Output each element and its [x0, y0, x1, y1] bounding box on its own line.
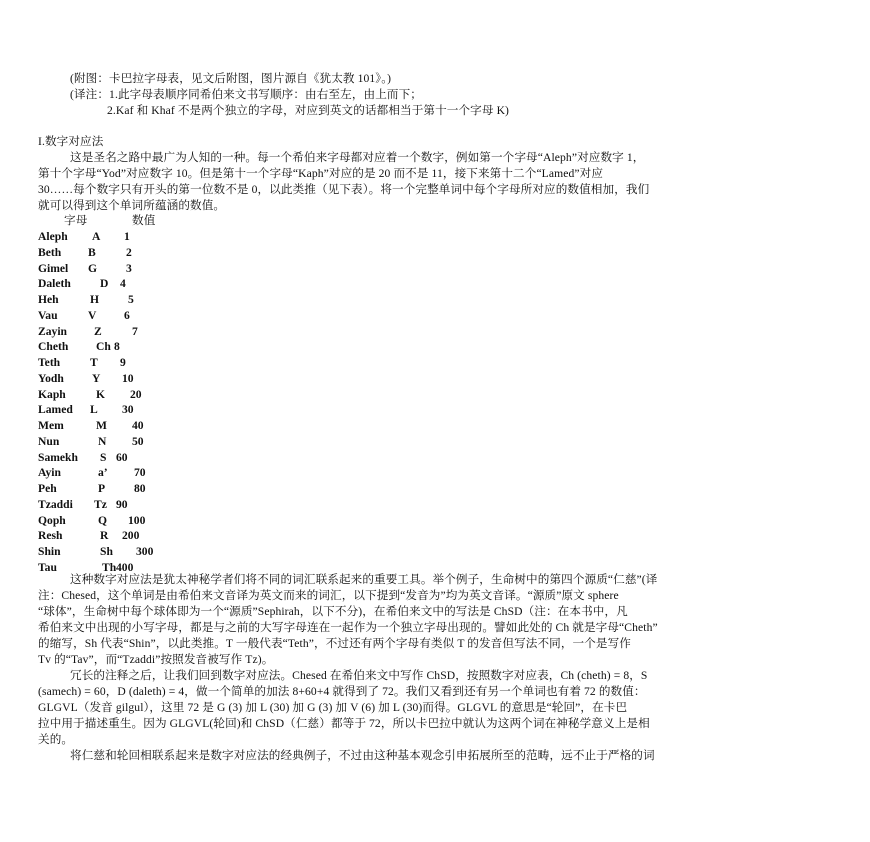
letter-symbol: L — [90, 403, 98, 417]
body-line: Tv 的“Tav”，而“Tzaddi”按照发音被写作 Tz)。 — [38, 653, 274, 666]
translator-note-line2: 2.Kaf 和 Khaf 不是两个独立的字母，对应到英文的话都相当于第十一个字母 K) — [107, 104, 510, 117]
letter-name: Cheth — [38, 340, 69, 354]
letter-symbol: Sh — [100, 545, 113, 558]
letter-symbol: H — [90, 293, 100, 306]
letter-value: 70 — [134, 466, 146, 480]
body-line: 的缩写，Sh 代表“Shin”，以此类推。T 一般代表“Teth”，不过还有两个字母有类似 T 的发音但写法不同，一个是写作 — [38, 637, 632, 650]
body-line: “球体”，生命树中每个球体即为一个“源质”Sephirah，以下不分)，在希伯来文中的写法是 ChSD（注：在本书中，凡 — [38, 605, 628, 618]
letter-value: 3 — [126, 261, 132, 275]
letter-symbol: A — [92, 230, 101, 243]
letter-symbol: P — [98, 482, 106, 495]
letter-value: 20 — [130, 387, 142, 401]
letter-name: Lamed — [38, 403, 73, 417]
intro-line: 30……每个数字只有开头的第一位数不是 0，以此类推（见下表）。将一个完整单词中每个字母所对应的数值相加，我们 — [38, 183, 650, 196]
letter-name: Kaph — [38, 387, 66, 401]
letter-value: 1 — [124, 230, 130, 243]
letter-name: Mem — [38, 419, 64, 432]
letter-name: Ayin — [38, 466, 61, 480]
table-header-value: 数值 — [132, 214, 156, 227]
letter-name: Teth — [38, 356, 61, 369]
section-heading: I.数字对应法 — [38, 135, 104, 148]
letter-symbol: a’ — [98, 466, 108, 480]
letter-name: Beth — [38, 245, 62, 259]
letter-symbol: Z — [94, 324, 102, 338]
letter-name: Samekh — [38, 450, 78, 464]
translator-note-line1: (译注：1.此字母表顺序同希伯来文书写顺序：由右至左，由上而下； — [70, 88, 422, 101]
letter-symbol: Th — [102, 560, 117, 574]
intro-line: 这是圣名之路中最广为人知的一种。每一个希伯来字母都对应着一个数字，例如第一个字母“Aleph”对应数字 1， — [70, 151, 645, 164]
letter-name: Shin — [38, 545, 61, 558]
letter-name: Resh — [38, 529, 63, 543]
figure-note: (附图：卡巴拉字母表，见文后附图，图片源自《犹太教 101》。) — [70, 72, 392, 85]
letter-value: 200 — [122, 529, 140, 543]
letter-symbol: V — [88, 308, 97, 322]
body-line: 冗长的注释之后，让我们回到数字对应法。Chesed 在希伯来文中写作 ChSD，按照数字对应表，Ch (cheth) = 8，S — [70, 669, 648, 682]
body-line: (samech) = 60，D (daleth) = 4，做一个简单的加法 8+60+4 就得到了 72。我们又看到还有另一个单词也有着 72 的数值： — [38, 685, 646, 698]
letter-symbol: Y — [92, 371, 101, 385]
intro-line: 第十个字母“Yod”对应数字 10。但是第十一个字母“Kaph”对应的是 20 而不是 11，接下来第十二个“Lamed”对应 — [38, 167, 604, 180]
body-line: 关的。 — [38, 733, 74, 746]
letter-name: Peh — [38, 482, 57, 495]
letter-symbol: D — [100, 277, 109, 291]
letter-name: Yodh — [38, 371, 64, 385]
letter-symbol: M — [96, 419, 107, 432]
letter-symbol: K — [96, 387, 106, 401]
letter-value: 40 — [132, 419, 144, 432]
table-header-letter: 字母 — [64, 214, 88, 227]
letter-symbol: Ch — [96, 340, 111, 354]
letter-value: 2 — [126, 245, 132, 259]
letter-value: 10 — [122, 371, 134, 385]
letter-value: 80 — [134, 482, 146, 495]
body-line: 将仁慈和轮回相联系起来是数字对应法的经典例子，不过由这种基本观念引申拓展所至的范畴，远不止于严格的词 — [70, 749, 655, 762]
letter-value: 60 — [116, 450, 128, 464]
letter-symbol: B — [88, 245, 96, 259]
letter-value: 9 — [120, 356, 126, 369]
letter-value: 5 — [128, 293, 134, 306]
letter-value: 100 — [128, 513, 146, 527]
letter-value: 50 — [132, 434, 144, 448]
letter-name: Heh — [38, 293, 59, 306]
letter-name: Tzaddi — [38, 497, 73, 511]
letter-symbol: G — [88, 261, 98, 275]
letter-name: Daleth — [38, 277, 71, 291]
letter-symbol: R — [100, 529, 109, 543]
body-line: 注：Chesed，这个单词是由希伯来文音译为英文而来的词汇，以下提到“发音为”均为英文音译。“源质”原文 sphere — [38, 589, 619, 602]
body-line: 拉中用于描述重生。因为 GLGVL(轮回)和 ChSD（仁慈）都等于 72，所以卡巴拉中就认为这两个词在神秘学意义上是相 — [38, 717, 650, 730]
letter-name: Nun — [38, 434, 60, 448]
body-line: 这种数字对应法是犹太神秘学者们将不同的词汇联系起来的重要工具。举个例子，生命树中的第四个源质“仁慈”(译 — [70, 573, 658, 586]
letter-name: Tau — [38, 560, 57, 574]
intro-line: 就可以得到这个单词所蕴涵的数值。 — [38, 199, 226, 212]
letter-name: Qoph — [38, 513, 66, 527]
letter-name: Gimel — [38, 261, 69, 275]
letter-value: 6 — [124, 308, 130, 322]
letter-value: 7 — [132, 324, 138, 338]
letter-value: 4 — [120, 277, 126, 291]
letter-symbol: S — [100, 450, 107, 464]
letter-symbol: Tz — [94, 497, 107, 511]
letter-value: 8 — [114, 340, 120, 354]
letter-name: Vau — [38, 308, 58, 322]
body-line: 希伯来文中出现的小写字母，都是与之前的大写字母连在一起作为一个独立字母出现的。譬如此处的 Ch 就是字母“Cheth” — [38, 621, 658, 634]
letter-value: 300 — [136, 545, 154, 558]
letter-value: 400 — [116, 560, 134, 574]
body-line: GLGVL（发音 gilgul），这里 72 是 G (3) 加 L (30) 加 G (3) 加 V (6) 加 L (30)而得。GLGVL 的意思是“轮回”，在卡巴 — [38, 701, 628, 714]
letter-symbol: T — [90, 356, 98, 369]
letter-symbol: N — [98, 434, 107, 448]
letter-symbol: Q — [98, 513, 108, 527]
letter-name: Aleph — [38, 230, 68, 243]
letter-value: 90 — [116, 497, 128, 511]
letter-name: Zayin — [38, 324, 67, 338]
letter-value: 30 — [122, 403, 134, 417]
